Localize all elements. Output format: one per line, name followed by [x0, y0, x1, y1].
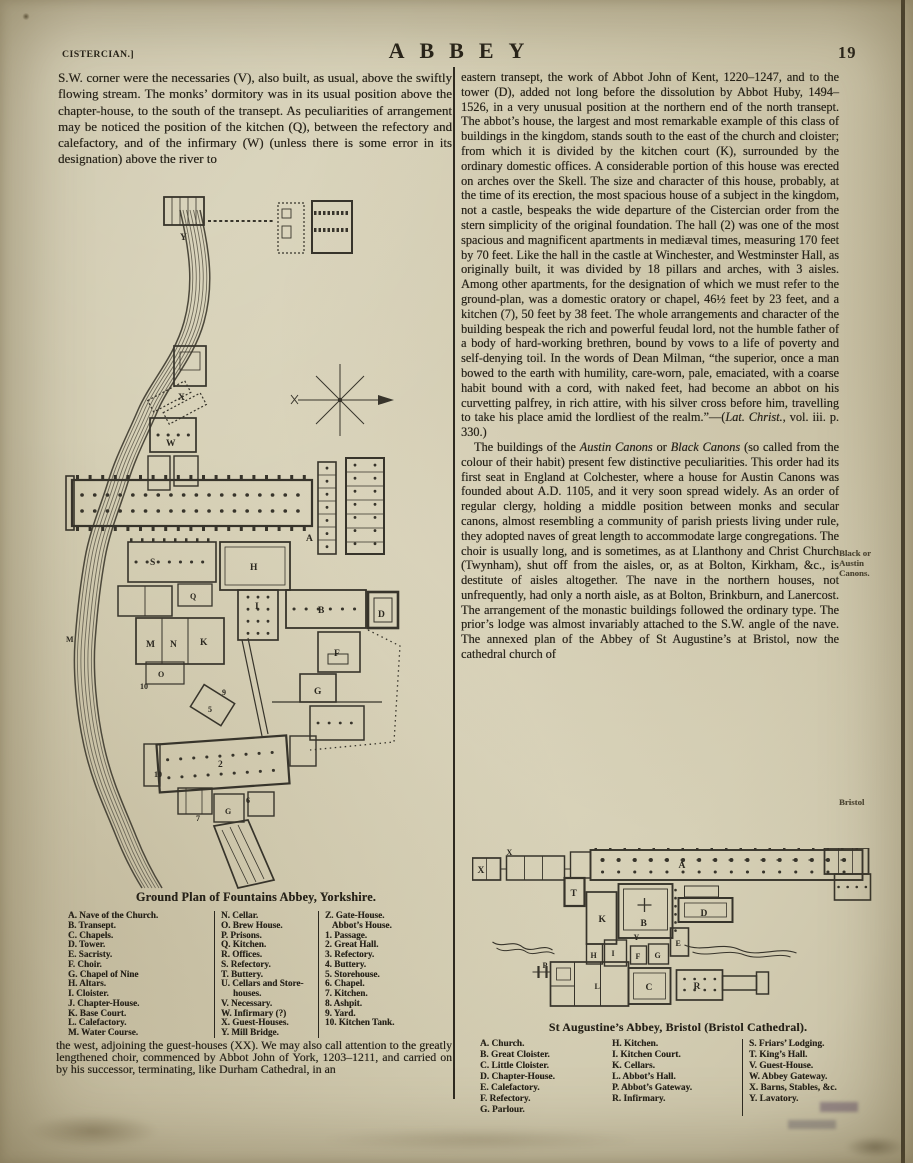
- plan-label-K: K: [200, 638, 208, 648]
- plan-label-Y: Y: [180, 233, 187, 243]
- legend-column: [214, 911, 318, 1038]
- legend-item: S. Friars’ Lodging.: [749, 1039, 825, 1049]
- legend-item: Z. Gate-House.: [325, 910, 385, 920]
- legend-item: A. Nave of the Church.: [68, 910, 159, 920]
- legend-item: G. Parlour.: [480, 1105, 525, 1115]
- legend-item: Abbot’s House.: [325, 919, 392, 930]
- legend-column: [742, 1039, 890, 1116]
- legend-item: V. Guest-House.: [749, 1061, 814, 1071]
- fountains-plan-legend: [62, 911, 454, 1038]
- plan-label-M: M: [146, 640, 155, 650]
- legend-item: 6. Chapel.: [325, 978, 365, 989]
- page-title: ABBEY: [388, 38, 540, 63]
- mn-line: Austin: [839, 557, 864, 568]
- fountains-abbey-ground-plan: [62, 194, 448, 890]
- plan-label-A: A: [678, 861, 686, 871]
- plan-label-W: W: [166, 439, 176, 449]
- legend-item: W. Infirmary (?): [221, 1007, 287, 1018]
- legend-item: Y. Mill Bridge.: [221, 1027, 279, 1037]
- plan-label-L: L: [594, 982, 600, 991]
- bristol-abbey-ground-plan: [472, 848, 888, 1010]
- legend-item: F. Choir.: [68, 958, 102, 969]
- legend-item: C. Little Cloister.: [480, 1061, 549, 1071]
- plan-label-G: G: [654, 951, 661, 960]
- legend-item: G. Chapel of Nine: [68, 968, 139, 979]
- legend-item: K. Cellars.: [612, 1061, 655, 1071]
- paragraph-abbots-house: [461, 70, 839, 440]
- legend-item: K. Base Court.: [68, 1007, 127, 1018]
- bristol-plan-caption: St Augustine’s Abbey, Bristol (Bristol Cathedral).: [548, 1020, 808, 1034]
- legend-item: J. Chapter-House.: [68, 997, 140, 1008]
- plan-label-P: P: [542, 961, 548, 970]
- plan-label-T: T: [570, 889, 577, 899]
- plan-label-F: F: [635, 952, 641, 961]
- plan-label-7: 7: [196, 814, 200, 823]
- italic-term: Austin Canons: [579, 439, 653, 454]
- legend-item: R. Infirmary.: [612, 1094, 666, 1104]
- plan-label-K: K: [598, 915, 606, 925]
- legend-item: D. Chapter-House.: [480, 1072, 555, 1082]
- legend-item: U. Cellars and Store-houses.: [221, 978, 304, 998]
- legend-item: L. Abbot’s Hall.: [612, 1072, 676, 1082]
- legend-item: 3. Refectory.: [325, 949, 375, 959]
- legend-item: E. Calefactory.: [480, 1083, 540, 1093]
- legend-item: P. Prisons.: [221, 929, 262, 940]
- legend-item: I. Kitchen Court.: [612, 1050, 681, 1060]
- plan-label-Q: Q: [190, 592, 197, 601]
- plan-label-D: D: [378, 610, 385, 620]
- right-column-text: [461, 70, 839, 662]
- plan-label-I: I: [255, 602, 259, 612]
- plan-label-D: D: [700, 909, 708, 919]
- legend-item: 1. Passage.: [325, 929, 368, 940]
- scan-smudge: [28, 1114, 158, 1148]
- legend-item: X. Barns, Stables, &c.: [749, 1083, 837, 1093]
- plan-label-X: X: [477, 866, 485, 876]
- plan-label-M: M: [66, 635, 74, 644]
- plan-label-10: 10: [140, 682, 148, 691]
- plan-label-X: X: [506, 848, 513, 857]
- legend-item: P. Abbot’s Gateway.: [612, 1083, 693, 1093]
- plan-label-F: F: [334, 649, 340, 659]
- plan-label-B: B: [318, 606, 325, 616]
- plan-label-H: H: [590, 951, 597, 960]
- plan-label-X: X: [178, 393, 185, 403]
- scan-smudge: [845, 1136, 905, 1158]
- plan-label-H: H: [250, 563, 258, 573]
- page-number: 19: [838, 43, 857, 62]
- plan-label-G: G: [314, 687, 322, 697]
- legend-item: 5. Storehouse.: [325, 968, 380, 979]
- plan-label-O: O: [158, 670, 165, 679]
- legend-item: V. Necessary.: [221, 997, 273, 1008]
- legend-item: D. Tower.: [68, 939, 106, 950]
- legend-item: H. Altars.: [68, 978, 107, 989]
- plan-label-N: N: [170, 640, 177, 650]
- legend-column: [318, 911, 454, 1038]
- legend-item: Y. Lavatory.: [749, 1094, 799, 1104]
- scan-speck: [22, 13, 30, 20]
- margin-note-black-canons: [839, 549, 909, 578]
- running-head-left: CISTERCIAN.]: [62, 49, 135, 60]
- legend-item: E. Sacristy.: [68, 949, 113, 959]
- legend-item: 8. Ashpit.: [325, 997, 363, 1008]
- italic-term: Black Canons: [670, 439, 741, 454]
- left-column-footer-paragraph: the west, adjoining the guest-houses (XX). We may also call attention to the greatly lengthened choir, commenced by Abbot John of York, 1203–1211, and carried on by his successor, terminating, like Durham Cathedral, in an: [56, 1038, 452, 1076]
- legend-item: 2. Great Hall.: [325, 939, 379, 950]
- mn-line: Black or: [839, 548, 872, 558]
- bristol-plan-legend: [474, 1039, 890, 1116]
- legend-item: H. Kitchen.: [612, 1039, 659, 1049]
- plan-label-A: A: [306, 534, 313, 544]
- legend-item: N. Cellar.: [221, 910, 259, 920]
- legend-column: [62, 911, 214, 1038]
- legend-item: 9. Yard.: [325, 1007, 356, 1018]
- legend-item: R. Offices.: [221, 949, 263, 959]
- plan-label-I: I: [611, 949, 615, 958]
- legend-item: L. Calefactory.: [68, 1017, 127, 1028]
- abbey-buildings: [66, 197, 400, 888]
- page-edge-line: [901, 0, 905, 1163]
- legend-item: B. Transept.: [68, 919, 116, 930]
- legend-item: C. Chapels.: [68, 929, 114, 940]
- fountains-plan-caption: Ground Plan of Fountains Abbey, Yorkshire.: [135, 890, 377, 904]
- legend-item: T. King’s Hall.: [749, 1050, 808, 1060]
- scan-smudge: [320, 1128, 640, 1152]
- citation-tail: , vol. iii. p. 330.): [461, 410, 839, 440]
- legend-item: 4. Buttery.: [325, 958, 367, 969]
- plan-label-Y: Y: [633, 933, 640, 942]
- paragraph-text: eastern transept, the work of Abbot John of Kent, 1220–1247, and to the tower (D), added not long before the dissolution by Abbot Huby, 1494–1526, in a very unusual position at the northern end of the north transept. The abbot’s house, the largest and most remarkable example of this class of buildings in the kingdom, stands south to the east of the church and cloister; from which it is divided by the kitchen court (K), surrounded by the ordinary domestic offices. A considerable portion of this house was erected on arches over the Skell. The size and character of this house, probably, at the time of its erection, the most spacious house of a subject in the kingdom, not a castle, bespeaks the wide departure of the Cistercian order from the stern simplicity of the original foundation. The hall (2) was one of the most spacious and magnificent apartments in mediæval times, measuring 170 feet by 70 feet. Like the hall in the castle at Winchester, and Westminster Hall, as originally built, it was divided by 18 pillars and arches, with 3 aisles. Among other apartments, for the designation of which we must refer to the ground-plan, was a domestic oratory or chapel, 46½ feet by 23 feet, and a kitchen (7), 50 feet by 38 feet. The whole arrangements and character of the building bespeak the rich and powerful feudal lord, not the humble father of a body of hard-working brethren, bound by vows to a life of poverty and self-denying toil. In the words of Dean Milman, “the superior, once a man bowed to the earth with humility, care-worn, pale, emaciated, with a coarse habit bound with a cord, with naked feet, had become an abbot on his curvetting palfrey, in rich attire, with his silver cross before him, travelling to take his place amid the lordliest of the realm.”—(: [461, 70, 839, 425]
- paragraph-text: or: [652, 439, 671, 454]
- legend-item: B. Great Cloister.: [480, 1050, 550, 1060]
- paragraph-austin-canons: [461, 440, 839, 662]
- legend-item: Q. Kitchen.: [221, 939, 267, 950]
- legend-item: X. Guest-Houses.: [221, 1017, 289, 1028]
- plan-label-R: R: [693, 982, 701, 992]
- legend-item: I. Cloister.: [68, 988, 109, 998]
- legend-item: O. Brew House.: [221, 919, 283, 930]
- plan-label-C: C: [645, 983, 653, 993]
- plan-label-S: S: [150, 558, 156, 568]
- plan-label-10: 10: [154, 770, 162, 779]
- legend-item: M. Water Course.: [68, 1027, 139, 1037]
- margin-note-bristol: Bristol: [839, 797, 865, 807]
- plan-label-B: B: [640, 919, 647, 929]
- paragraph-text: (so called from the colour of their habit) present few distinctive peculiarities. This order had its first seat in England at Colchester, where a house for Austin Canons was founded about A.D. 1105, and it very soon spread widely. As an order of regular clergy, holding a middle position between monks and secular canons, almost resembling a community of parish priests living under rule, they adopted naves of great length to accommodate large congregations. The choir is usually long, and is sometimes, as at Llanthony and Christ Church (Twynham), shut off from the aisles, or, as at Bolton, Kirkham, &c., is destitute of aisles altogether. The nave in the northern houses, not unfrequently, had only a north aisle, as at Bolton, Brinkburn, and Lanercost. The arrangement of the monastic buildings followed the ordinary type. The prior’s lodge was almost invariably attached to the S.W. angle of the nave. The annexed plan of the Abbey of St Augustine’s at Bristol, now the cathedral church of: [461, 439, 839, 662]
- plan-label-9: 9: [222, 688, 226, 697]
- plan-label-6: 6: [246, 796, 250, 805]
- legend-item: 7. Kitchen.: [325, 988, 368, 998]
- mn-line: Canons.: [839, 567, 870, 578]
- citation-title: Lat. Christ.: [725, 410, 783, 425]
- plan-label-5: 5: [208, 705, 212, 714]
- plan-label-E: E: [675, 939, 681, 948]
- legend-column: [474, 1039, 606, 1116]
- legend-item: A. Church.: [480, 1039, 525, 1049]
- legend-item: F. Refectory.: [480, 1094, 531, 1104]
- legend-item: T. Buttery.: [221, 968, 263, 979]
- paragraph-text: The buildings of the: [474, 439, 580, 454]
- legend-column: [606, 1039, 742, 1116]
- left-column-paragraph: S.W. corner were the necessaries (V), also built, as usual, above the swiftly flowing stream. The monks’ dormitory was in its usual position above the chapter-house, to the south of the transept. As peculiarities of arrangement may be noticed the position of the kitchen (Q), between the refectory and calefactory, and of the infirmary (W) (unless there is some error in its designation) above the river to: [58, 70, 452, 167]
- ink-smudge: [788, 1120, 836, 1129]
- abbey-buildings: [473, 848, 871, 1006]
- legend-item: 10. Kitchen Tank.: [325, 1017, 395, 1028]
- plan-label-2: 2: [218, 760, 223, 770]
- plan-label-G: G: [225, 807, 232, 816]
- legend-item: S. Refectory.: [221, 958, 271, 969]
- legend-item: W. Abbey Gateway.: [749, 1072, 828, 1082]
- river-skell: [74, 210, 209, 888]
